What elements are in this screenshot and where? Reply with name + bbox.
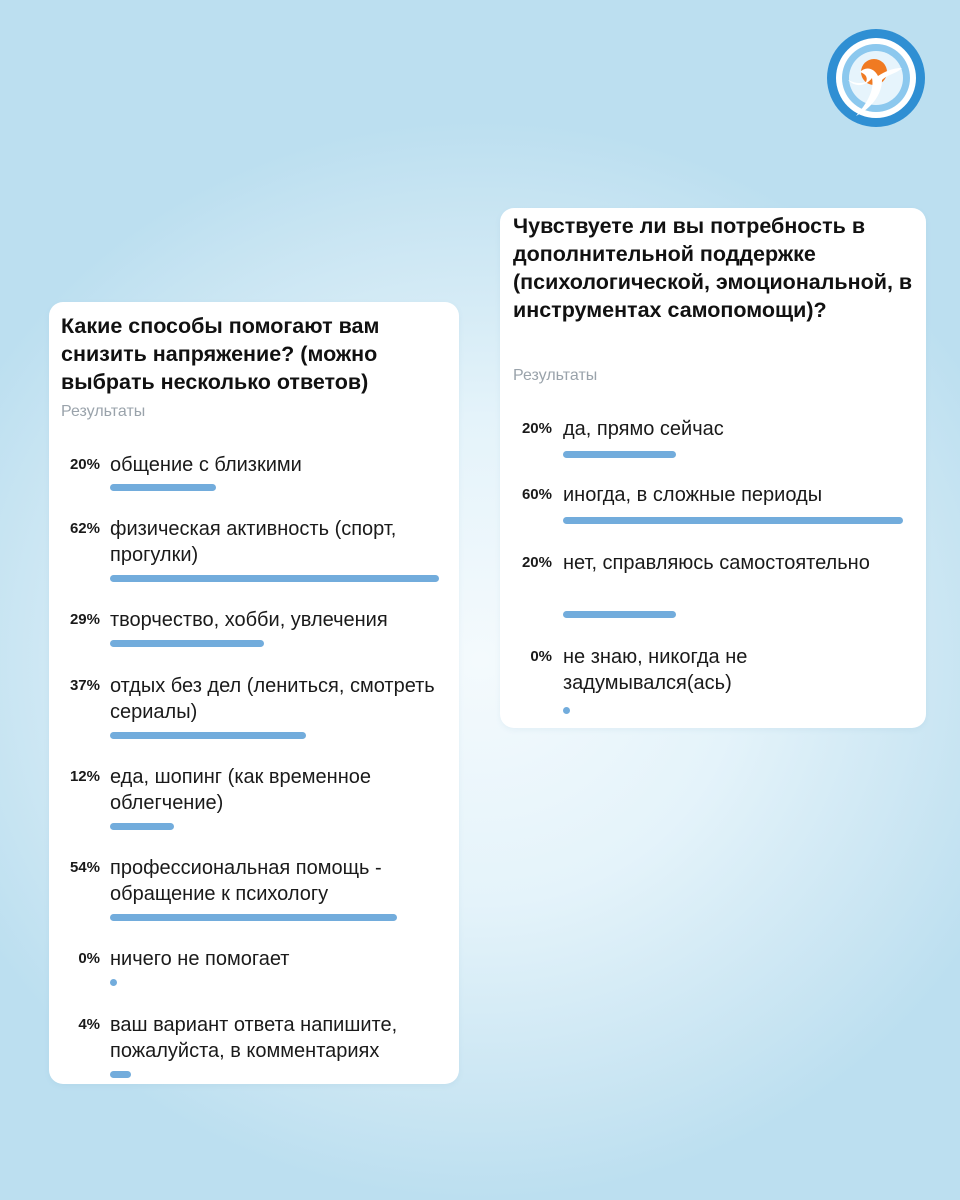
result-bar [110,823,174,830]
option-text: физическая активность (спорт, прогулки) [110,518,397,566]
option-percent: 29% [69,611,100,628]
option-text: иногда, в сложные периоды [563,484,823,506]
result-bar [110,575,439,582]
option-percent: 20% [521,420,552,437]
option-text: отдых без дел (лениться, смотреть сериалы) [110,675,435,723]
option-text: ничего не помогает [110,948,290,970]
option-percent: 0% [78,950,100,967]
option-text: общение с близкими [110,454,302,476]
option-percent: 0% [530,648,552,665]
option-percent: 62% [69,520,100,537]
option-text: нет, справляюсь самостоятельно [563,552,870,574]
result-bar [563,451,676,458]
option-text: профессиональная помощь - обращение к психологу [110,857,382,905]
option-text: да, прямо сейчас [563,418,724,440]
result-bar [563,611,676,618]
option-percent: 37% [69,677,100,694]
poll-question: Чувствуете ли вы потребность в дополнительной поддержке (психологической, эмоциональной, в инструментах самопомощи)? [513,214,913,322]
result-bar [563,707,570,714]
result-bar [110,640,264,647]
results-label: Результаты [513,367,598,384]
bird-sun-logo-icon [826,28,926,128]
option-percent: 4% [78,1016,100,1033]
result-bar [110,914,397,921]
option-text: ваш вариант ответа напишите, пожалуйста, в комментариях [110,1014,398,1062]
poll-card-stress-relief [49,302,459,1084]
results-label: Результаты [61,403,146,420]
result-bar [110,732,306,739]
result-bar [563,517,903,524]
result-bar [110,979,117,986]
option-percent: 12% [69,768,100,785]
option-percent: 20% [69,456,100,473]
poll-card-support-need [500,208,926,728]
poll-question: Какие способы помогают вам снизить напряжение? (можно выбрать несколько ответов) [61,314,380,394]
option-text: творчество, хобби, увлечения [110,609,388,631]
result-bar [110,484,216,491]
option-text: не знаю, никогда не задумывался(ась) [563,646,748,694]
option-percent: 60% [521,486,552,503]
option-percent: 54% [69,859,100,876]
result-bar [110,1071,131,1078]
option-percent: 20% [521,554,552,571]
option-text: еда, шопинг (как временное облегчение) [110,766,372,814]
